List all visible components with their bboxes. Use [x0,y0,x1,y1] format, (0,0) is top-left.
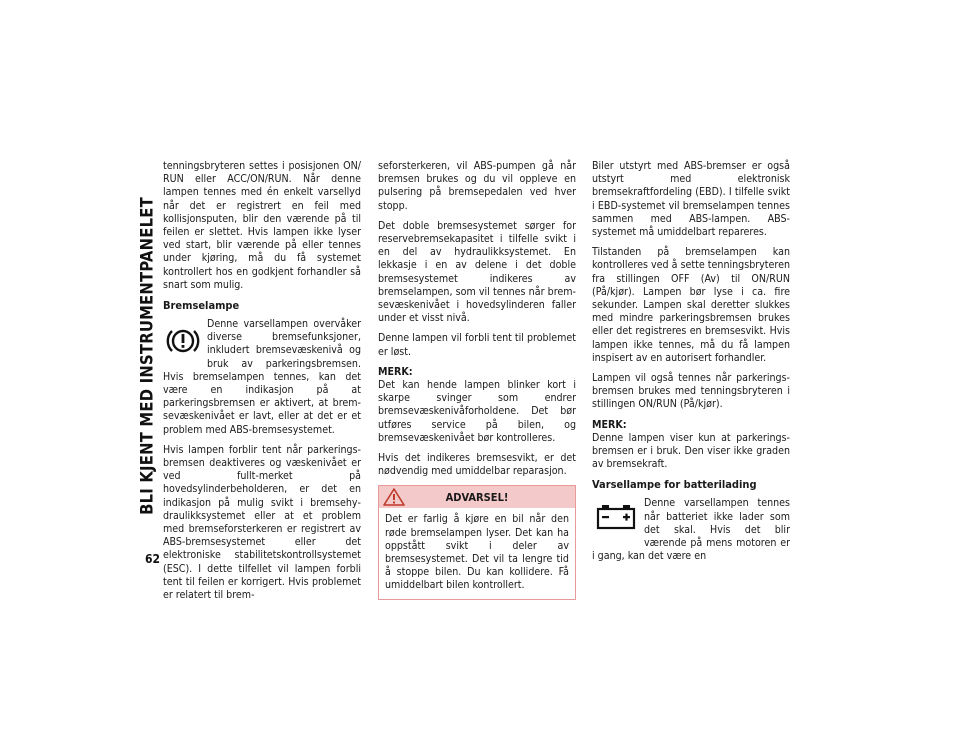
warning-box [378,485,576,599]
section-heading-bremselampe: Bremselampe [163,299,240,313]
paragraph: Denne lampen vil forbli tent til problemet er løst. [378,332,576,358]
note-text: Det kan hende lampen blinker kort i skarpe svinger som endrer bremsevæskenivåforholdene. Det bør utføres service på bilen, og bremsevæskenivået bør kontrolleres. [378,379,576,444]
warning-text: Det er farlig å kjøre en bil når den røde bremselampen lyser. Det kan ha oppstått svikt i deler av bremsesystemet. Det vil ta lengre tid å stoppe bilen. Du kan kollidere. Få umiddelbart bilen kontrollert. [385,513,569,592]
note-text: Denne lampen viser kun at parkeringsbremsen er i bruk. Den viser ikke graden av bremsekraft. [592,431,790,471]
brake-warning-icon [163,318,203,364]
paragraph: Denne varsellampen tennes når batteriet ikke lader som det skal. Hvis det blir værende på mens motoren er i gang, kan det være en [592,497,790,563]
note [592,419,790,472]
paragraph: Denne varsellampen overvåker diverse bremsefunksjoner, inkludert bremsevæskenivå og bruk av parkeringsbremsen. Hvis bremselampen tennes, kan det være en indikasjon på at parkeringsbremsen er aktivert, at bremsevæskenivået er lavt, eller at det er et problem med ABS-bremsesystemet. [163,318,361,436]
side-title-text: BLI KJENT MED INSTRUMENTPANELET [137,197,157,515]
section-heading-batterilading: Varsellampe for batterilading [592,478,757,492]
warning-body [379,508,575,598]
column-2 [378,160,576,600]
paragraph: Lampen vil også tennes når parkeringsbremsen brukes med tenningsbryteren i stillingen ON/RUN (På/kjør). [592,372,790,411]
column-1 [163,160,361,609]
note [378,366,576,445]
warning-title: ADVARSEL! [445,490,509,504]
paragraph: Biler utstyrt med ABS-bremser er også utstyrt med elektronisk bremsekraftfordeling (EBD). I tilfelle svikt i EBD-systemet vil bremselampen tennes sammen med ABS-lampen. ABS-systemet må umiddelbart repareres. [592,160,790,239]
page-number: 62 [145,552,161,566]
battery-charge-icon [592,497,640,537]
paragraph: Det doble bremsesystemet sørger for reservebremsekapasitet i tilfelle svikt i en del av hydraulikksystemet. En lekkasje i en av delene i det doble bremsesystemet indikeres av bremselampen, som vil tennes når bremsevæskenivået i hovedsylinderen faller under et visst nivå. [378,219,576,325]
note-label: MERK: [592,418,627,431]
paragraph: Hvis lampen forblir tent når parkeringsbremsen deaktiveres og væskenivået er ved fullt-merket på hovedsylinderbeholderen, er det en indikasjon på mulig svikt i bremsehydraulikksystemet eller at et problem med bremseforsterkeren er registrert av ABS-bremsesystemet eller det elektroniske stabilitetskontrollsystemet (ESC). I dette tilfellet vil lampen forbli tent til feilen er korrigert. Hvis problemet er relatert til brem- [163,443,361,602]
paragraph: seforsterkeren, vil ABS-pumpen gå når bremsen brukes og du vil oppleve en pulsering på bremsepedalen ved hver stopp. [378,160,576,212]
paragraph: Hvis det indikeres bremsesvikt, er det nødvendig med umiddelbar reparasjon. [378,452,576,478]
warning-header [379,486,575,508]
note-label: MERK: [378,365,413,378]
paragraph: Tilstanden på bremselampen kan kontrolleres ved å sette tenningsbryteren fra stillingen OFF (Av) til ON/RUN (På/kjør). Lampen bør lyse i ca. fire sekunder. Lampen skal deretter slukkes med mindre parkeringsbremsen brukes eller det registreres en bremsesvikt. Hvis lampen ikke tennes, må du få lampen inspisert av en autorisert forhandler. [592,246,790,364]
column-3 [592,160,790,570]
paragraph: tenningsbryteren settes i posisjonen ON/ RUN eller ACC/ON/RUN. Når denne lampen tennes med én enkelt varsellyd når det er registrert en feil med kollisjonsputen, blir den værende på til feilen er slettet. Hvis lampen ikke lyser ved start, blir værende på eller tennes under kjøring, må du få systemet kontrollert hos en godkjent forhandler så snart som mulig. [163,160,361,291]
side-title [132,170,162,542]
warning-triangle-icon [383,488,405,506]
